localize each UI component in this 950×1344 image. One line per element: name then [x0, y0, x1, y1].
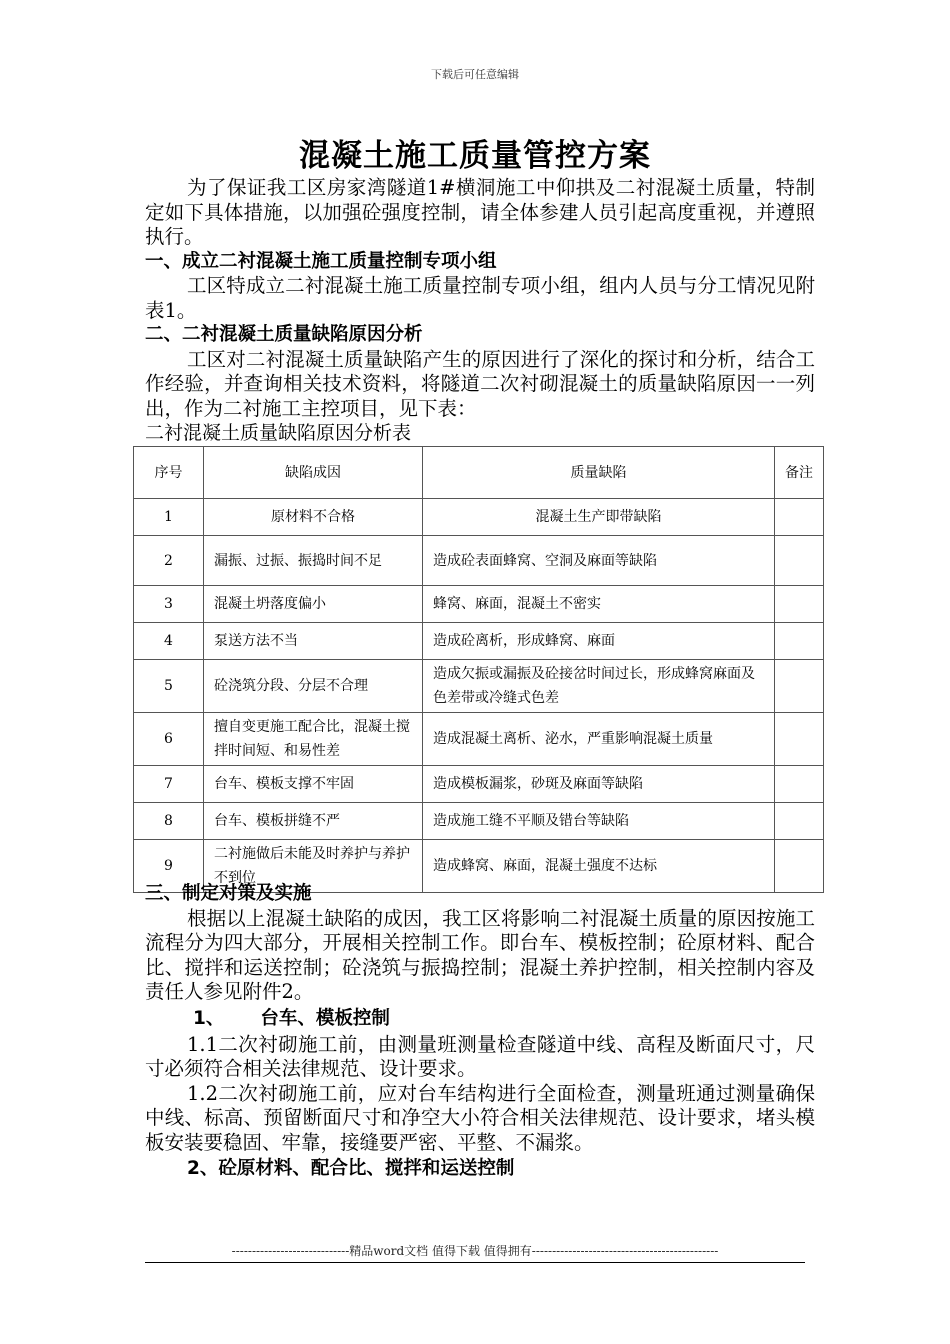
header-cause: 缺陷成因 [204, 447, 423, 499]
row-cause: 原材料不合格 [204, 499, 423, 536]
row-no: 7 [134, 766, 204, 803]
section3-heading: 三、制定对策及实施 [145, 883, 312, 904]
section2-heading: 二、二衬混凝土质量缺陷原因分析 [145, 324, 423, 345]
document-title: 混凝土施工质量管控方案 [299, 138, 651, 174]
row-cause: 台车、模板支撑不牢固 [204, 766, 423, 803]
row-no: 5 [134, 660, 204, 713]
table-caption: 二衬混凝土质量缺陷原因分析表 [145, 422, 412, 444]
row-note [775, 536, 824, 586]
row-cause: 砼浇筑分段、分层不合理 [204, 660, 423, 713]
row-defect: 造成混凝土离析、泌水，严重影响混凝土质量 [423, 713, 775, 766]
subsection1-number: 1、 [193, 1007, 225, 1029]
row-note [775, 499, 824, 536]
table-row [134, 803, 824, 840]
row-cause: 二衬施做后未能及时养护与养护不到位 [204, 840, 423, 893]
intro-paragraph: 为了保证我工区房家湾隧道1#横洞施工中仰拱及二衬混凝土质量，特制定如下具体措施，以加强砼强度控制，请全体参建人员引起高度重视，并遵照执行。 [145, 176, 815, 248]
defect-analysis-table [133, 446, 824, 893]
row-defect: 造成模板漏浆，砂斑及麻面等缺陷 [423, 766, 775, 803]
table-row [134, 766, 824, 803]
header-defect: 质量缺陷 [423, 447, 775, 499]
section3-body [145, 882, 815, 1183]
header-note: 备注 [775, 447, 824, 499]
row-defect: 混凝土生产即带缺陷 [423, 499, 775, 536]
paragraph-1-2: 1.2二次衬砌施工前，应对台车结构进行全面检查，测量班通过测量确保中线、标高、预留断面尺寸和净空大小符合相关法律规范、设计要求，堵头模板安装要稳固、牢靠，接缝要严密、平整、不漏浆。 [145, 1081, 815, 1154]
row-no: 4 [134, 623, 204, 660]
row-no: 3 [134, 586, 204, 623]
row-defect: 造成砼表面蜂窝、空洞及麻面等缺陷 [423, 536, 775, 586]
subsection1-heading [145, 1005, 815, 1033]
table-row [134, 660, 824, 713]
header-no: 序号 [134, 447, 204, 499]
table-header-row [134, 447, 824, 499]
row-note [775, 766, 824, 803]
paragraph-1-1: 1.1二次衬砌施工前，由测量班测量检查隧道中线、高程及断面尺寸，尺寸必须符合相关法律规范、设计要求。 [145, 1032, 815, 1080]
document-body [145, 176, 815, 445]
row-defect: 造成蜂窝、麻面，混凝土强度不达标 [423, 840, 775, 893]
footer-divider [145, 1262, 805, 1263]
section3-paragraph: 根据以上混凝土缺陷的成因，我工区将影响二衬混凝土质量的原因按施工流程分为四大部分，开展相关控制工作。即台车、模板控制；砼原材料、配合比、搅拌和运送控制；砼浇筑与振捣控制；混凝土养护控制，相关控制内容及责任人参见附件2。 [145, 906, 815, 1003]
row-cause: 漏振、过振、振捣时间不足 [204, 536, 423, 586]
section2-paragraph: 工区对二衬混凝土质量缺陷产生的原因进行了深化的探讨和分析，结合工作经验，并查询相关技术资料，将隧道二次衬砌混凝土的质量缺陷原因一一列出，作为二衬施工主控项目，见下表： [145, 347, 815, 420]
row-cause: 泵送方法不当 [204, 623, 423, 660]
row-note [775, 623, 824, 660]
row-note [775, 803, 824, 840]
table-row [134, 536, 824, 586]
row-defect: 造成砼离析，形成蜂窝、麻面 [423, 623, 775, 660]
row-defect: 造成欠振或漏振及砼接岔时间过长，形成蜂窝麻面及色差带或冷缝式色差 [423, 660, 775, 713]
subsection2-heading: 2、砼原材料、配合比、搅拌和运送控制 [187, 1158, 515, 1179]
table-row [134, 713, 824, 766]
table-row [134, 586, 824, 623]
row-no: 8 [134, 803, 204, 840]
table-row [134, 499, 824, 536]
row-defect: 造成施工缝不平顺及错台等缺陷 [423, 803, 775, 840]
section1-heading: 一、成立二衬混凝土施工质量控制专项小组 [145, 250, 497, 272]
row-no: 6 [134, 713, 204, 766]
row-note [775, 586, 824, 623]
row-note [775, 660, 824, 713]
subsection1-title: 台车、模板控制 [260, 1007, 390, 1029]
table-row [134, 623, 824, 660]
row-defect: 蜂窝、麻面，混凝土不密实 [423, 586, 775, 623]
section1-paragraph: 工区特成立二衬混凝土施工质量控制专项小组，组内人员与分工情况见附表1。 [145, 274, 815, 322]
row-no: 9 [134, 840, 204, 893]
row-no: 2 [134, 536, 204, 586]
row-cause: 台车、模板拼缝不严 [204, 803, 423, 840]
row-no: 1 [134, 499, 204, 536]
row-cause: 擅自变更施工配合比，混凝土搅拌时间短、和易性差 [204, 713, 423, 766]
row-note [775, 713, 824, 766]
header-note: 下载后可任意编辑 [431, 68, 519, 81]
row-cause: 混凝土坍落度偏小 [204, 586, 423, 623]
footer-text: -----------------------------精品word文档 值得下载 值得拥有---------------------------------------------- [231, 1244, 719, 1258]
